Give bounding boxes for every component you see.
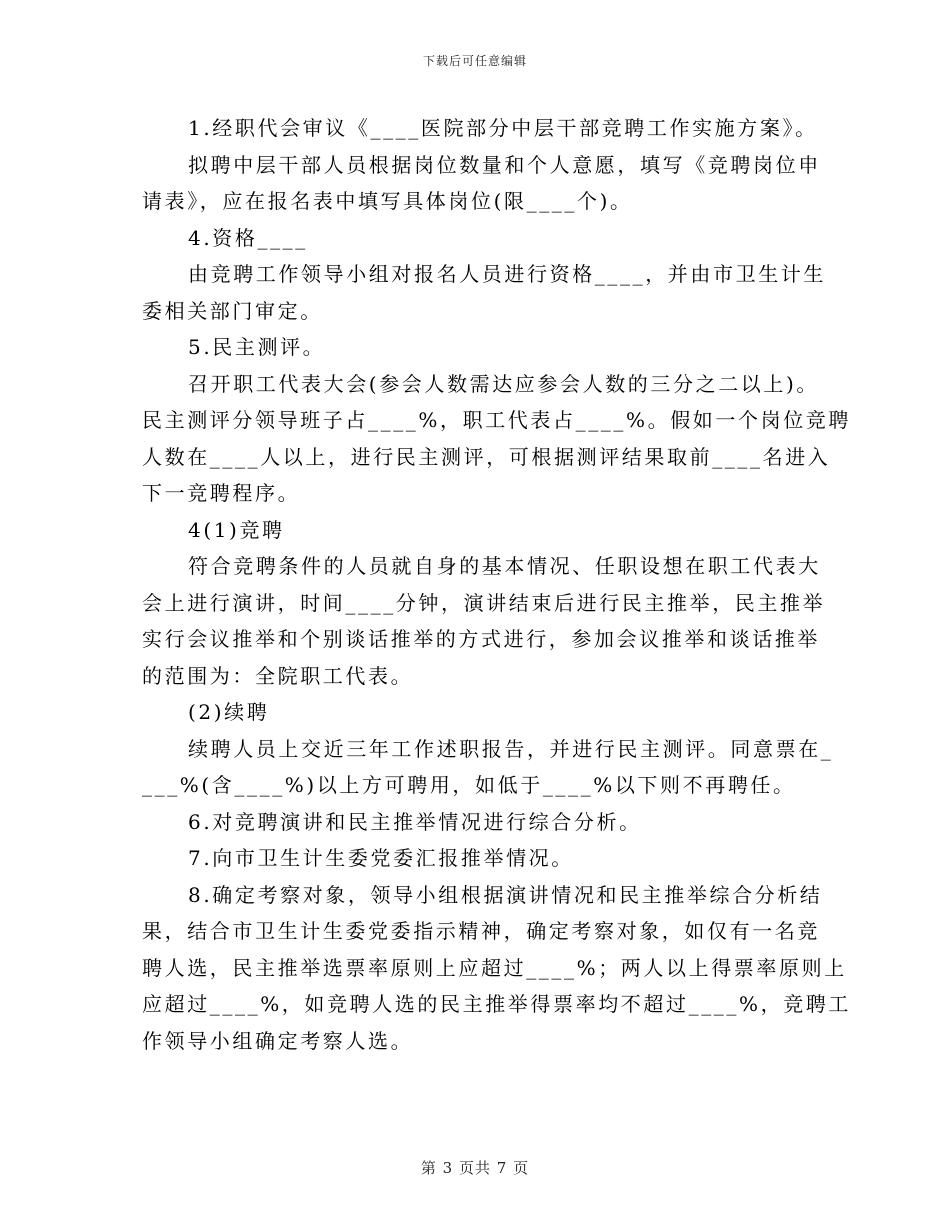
page-number-footer: 第 3 页共 7 页 <box>420 1159 530 1177</box>
item-6-line: 6.对竞聘演讲和民主推举情况进行综合分析。 <box>188 809 642 834</box>
item-8-line: 8.确定考察对象，领导小组根据演讲情况和民主推举综合分析结 <box>188 882 823 907</box>
paragraph-line: 会上进行演讲，时间____分钟，演讲结束后进行民主推举，民主推举 <box>142 590 826 615</box>
paragraph-line: 作领导小组确定考察人选。 <box>142 1028 414 1053</box>
item-7-line: 7.向市卫生计生委党委汇报推举情况。 <box>188 846 574 870</box>
paragraph-line: ___%(含____%)以上方可聘用，如低于____%以下则不再聘任。 <box>142 773 796 797</box>
item-5-heading: 5.民主测评。 <box>188 335 326 359</box>
paragraph-line: 由竞聘工作领导小组对报名人员进行资格____，并由市卫生计生 <box>188 262 826 286</box>
paragraph-line: 续聘人员上交近三年工作述职报告，并进行民主测评。同意票在_ <box>188 736 834 761</box>
paragraph-line: 聘人选，民主推举选票率原则上应超过____%；两人以上得票率原则上 <box>142 955 847 980</box>
item-4-heading: 4.资格____ <box>188 225 308 250</box>
paragraph-line: 召开职工代表大会(参会人数需达应参会人数的三分之二以上)。 <box>188 371 820 396</box>
paragraph-line: 请表》，应在报名表中填写具体岗位(限____个)。 <box>142 189 633 213</box>
paragraph-line: 人数在____人以上，进行民主测评，可根据测评结果取前____名进入 <box>142 444 831 469</box>
page-header-note: 下载后可任意编辑 <box>422 54 527 68</box>
subitem-2-heading: (2)续聘 <box>188 700 270 724</box>
paragraph-line: 委相关部门审定。 <box>142 298 323 323</box>
paragraph-line: 实行会议推举和个别谈话推举的方式进行，参加会议推举和谈话推举 <box>142 627 820 651</box>
document-body <box>142 110 852 1059</box>
paragraph-line: 符合竞聘条件的人员就自身的基本情况、任职设想在职工代表大 <box>188 554 821 578</box>
subitem-1-heading: 4(1)竞聘 <box>188 517 285 542</box>
paragraph-line: 的范围为：全院职工代表。 <box>142 663 414 688</box>
paragraph-line: 下一竞聘程序。 <box>142 481 301 505</box>
paragraph-line: 果，结合市卫生计生委党委指示精神，确定考察对象，如仅有一名竞 <box>142 919 820 943</box>
paragraph-line: 拟聘中层干部人员根据岗位数量和个人意愿，填写《竞聘岗位申 <box>188 152 821 177</box>
paragraph-line: 民主测评分领导班子占____%，职工代表占____%。假如一个岗位竞聘 <box>142 408 852 432</box>
item-1-line: 1.经职代会审议《____医院部分中层干部竞聘工作实施方案》。 <box>188 116 818 140</box>
paragraph-line: 应超过____%，如竞聘人选的民主推举得票率均不超过____%，竞聘工 <box>142 992 852 1016</box>
